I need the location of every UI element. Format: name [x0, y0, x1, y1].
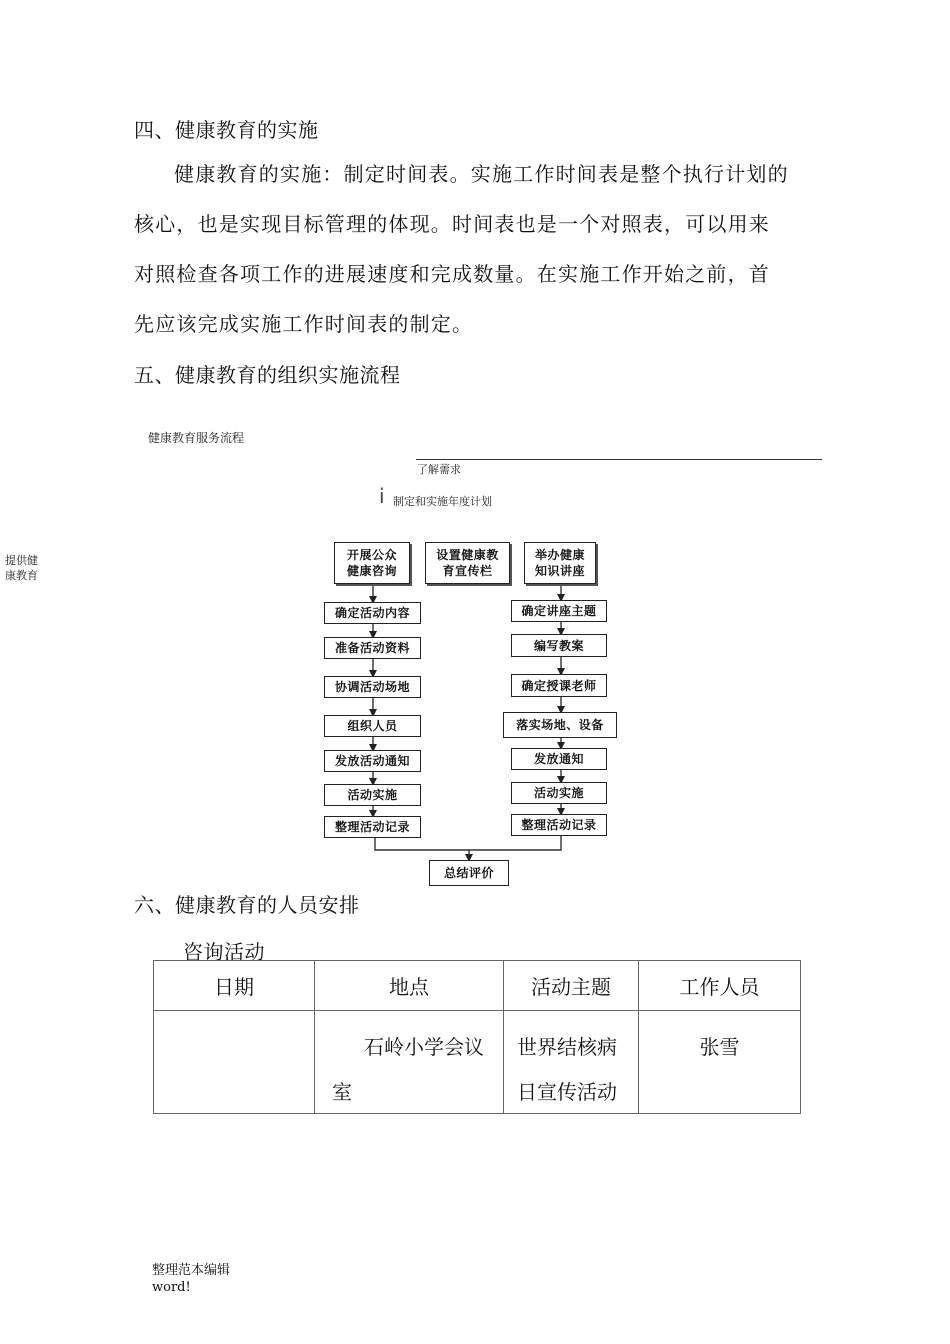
cell-theme-line-2: 日宣传活动 [517, 1080, 617, 1104]
paragraph-line-2: 核心，也是实现目标管理的体现。时间表也是一个对照表，可以用来 [134, 212, 770, 236]
right-step-3: 确定授课老师 [511, 674, 607, 697]
cell-date [154, 1011, 315, 1114]
left-step-2: 准备活动资料 [324, 637, 421, 659]
section-5-heading: 五、健康教育的组织实施流程 [134, 363, 401, 387]
right-step-6: 活动实施 [511, 782, 607, 804]
right-step-7: 整理活动记录 [511, 814, 607, 836]
cell-location-line-1: 石岭小学会议 [364, 1035, 484, 1059]
footer-line-1: 整理范本编辑 [152, 1263, 231, 1278]
staff-schedule-table [153, 960, 801, 1114]
box-knowledge-lecture-label: 举办健康知识讲座 [534, 548, 585, 578]
header-location: 地点 [315, 961, 504, 1011]
cell-location-line-2: 室 [332, 1080, 352, 1104]
flow-title: 健康教育服务流程 [148, 431, 245, 445]
header-staff: 工作人员 [639, 961, 801, 1011]
cell-location [315, 1011, 504, 1114]
table-caption: 咨询活动 [183, 940, 265, 964]
box-public-consultation-label: 开展公众健康咨询 [346, 548, 397, 578]
paragraph-line-3: 对照检查各项工作的进展速度和完成数量。在实施工作开始之前，首 [134, 262, 770, 286]
right-step-4: 落实场地、设备 [503, 712, 617, 738]
cell-theme-line-1: 世界结核病 [517, 1035, 617, 1059]
final-summary-evaluation: 总结评价 [429, 860, 509, 886]
right-step-2: 编写教案 [511, 634, 607, 657]
left-step-4: 组织人员 [324, 715, 421, 737]
left-step-3: 协调活动场地 [324, 676, 421, 698]
paragraph-line-1: 健康教育的实施：制定时间表。实施工作时间表是整个执行计划的 [174, 162, 789, 186]
header-theme: 活动主题 [504, 961, 639, 1011]
footer-line-2: word! [152, 1280, 191, 1295]
table-header-row [154, 961, 801, 1011]
section-4-heading: 四、健康教育的实施 [134, 118, 319, 142]
box-public-consultation [334, 542, 410, 584]
cell-staff [639, 1011, 801, 1114]
left-step-6: 活动实施 [324, 784, 421, 806]
flow-step-understand-needs: 了解薷求 [417, 463, 461, 476]
right-step-5: 发放通知 [511, 748, 607, 770]
right-step-1: 确定讲座主题 [511, 600, 607, 622]
flow-step-marker: i [379, 484, 385, 508]
left-step-1: 确定活动内容 [324, 602, 421, 624]
cell-theme [504, 1011, 639, 1114]
table-row [154, 1011, 801, 1114]
box-bulletin-board [425, 542, 510, 584]
box-bulletin-board-label: 设置健康教育宣传栏 [436, 548, 499, 578]
header-date: 日期 [154, 961, 315, 1011]
paragraph-line-4: 先应该完成实施工作时间表的制定。 [134, 312, 474, 336]
box-knowledge-lecture [524, 542, 596, 584]
section-6-heading: 六、健康教育的人员安排 [134, 893, 360, 917]
flow-side-label: 提供健康教育 [5, 554, 38, 582]
flow-step-annual-plan: 制定和实施年度计划 [393, 495, 492, 508]
cell-staff-name: 张雪 [699, 1035, 740, 1059]
left-step-5: 发放活动通知 [324, 750, 421, 772]
left-step-7: 整理活动记录 [324, 816, 421, 838]
